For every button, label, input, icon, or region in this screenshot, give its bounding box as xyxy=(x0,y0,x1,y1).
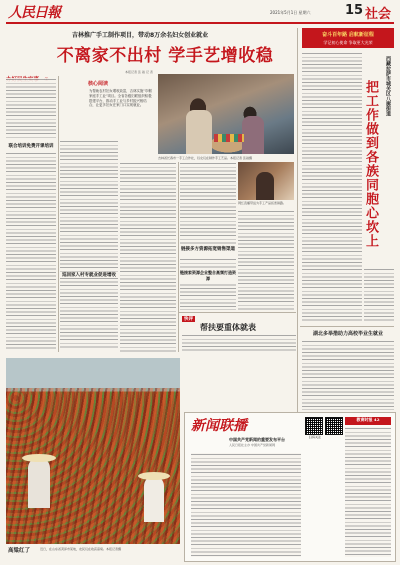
farmer-right-hat xyxy=(138,472,170,480)
farmer-left xyxy=(28,458,50,508)
ad-listing-left xyxy=(191,453,301,557)
page-number: 15 xyxy=(345,3,364,18)
ad-qr-code-1[interactable] xyxy=(305,417,323,435)
sorghum-caption-title: 高粱红了 xyxy=(8,548,31,554)
ad-slogan: 中国共产党新闻的重要发布平台 xyxy=(229,437,285,442)
main-story-headline: 不离家不出村 学手艺增收稳 xyxy=(56,46,274,66)
main-photo-caption: 吉林省长春市一手工合作社，妇女们在制作手工艺品。本报记者 张淑摄 xyxy=(158,156,252,160)
right-story-text xyxy=(302,52,362,322)
right-story-vertical-title: 把工作做到各族同胞心坎上 xyxy=(363,80,378,248)
ad-qr-code-2[interactable] xyxy=(325,417,343,435)
quick-comment-title: 帮扶要重体就表 xyxy=(200,323,256,332)
tiyu-header xyxy=(6,66,54,75)
core-reading-text: 为帮助农村妇女增收致富，吉林实施"巾帼家庭手工业"项目。全省各级妇联组织积极搭建平台，推动手工业与乡村振兴相结合，让更多妇女在家门口实现就业。 xyxy=(89,89,152,108)
column-rule xyxy=(178,162,179,352)
quick-comment-text xyxy=(182,334,296,352)
ad-right-header xyxy=(345,417,391,425)
fourth-column-text xyxy=(180,162,236,244)
core-reading-box xyxy=(86,80,156,140)
photo2-figure xyxy=(256,172,274,200)
column-rule xyxy=(58,76,59,352)
fifth-column-text xyxy=(238,210,294,310)
advertisement xyxy=(184,412,396,562)
fourth-column-text-2 xyxy=(180,258,236,310)
quote-title: 链接家资源企业整合高频打造资源 xyxy=(180,270,236,281)
campaign-banner xyxy=(302,28,394,48)
section-rule xyxy=(300,326,394,327)
campaign-banner-line2: 学记初心使命 争取更大光荣 xyxy=(323,40,373,45)
photo-craft-items xyxy=(214,134,244,142)
core-reading-title: 核心阅读 xyxy=(88,81,109,87)
ad-right-title: 教育时报 42 xyxy=(356,417,380,422)
issue-date: 2021年5月1日 星期六 xyxy=(270,10,311,15)
right-story-kicker: 西藏拉萨市城关区八廓街道 xyxy=(385,56,391,116)
ad-listing-right xyxy=(345,427,391,557)
sorghum-field-photo xyxy=(6,358,180,544)
masthead-rule xyxy=(6,22,394,24)
right-bottom-title: 湖北多举措助力高校毕业生就业 xyxy=(312,331,383,337)
third-column-text xyxy=(120,162,176,352)
subhead-2: 巡回家入村专就业促进增收 xyxy=(62,273,116,278)
photo-figure-right xyxy=(242,116,264,154)
ad-sub: 人民日报社主办 中国共产党新闻网 xyxy=(229,443,275,447)
section-rule xyxy=(178,312,296,313)
right-bottom-text xyxy=(302,340,394,410)
farmer-left-hat xyxy=(22,454,56,462)
secondary-photo xyxy=(238,162,294,200)
second-column-text xyxy=(60,140,118,350)
quick-comment-label: 快评 xyxy=(184,317,193,322)
main-story-byline: 本报记者 张 淑 记 者 xyxy=(125,70,153,74)
secondary-photo-caption: 网红直播带货为手工产品拓宽销路。 xyxy=(238,201,287,205)
sorghum-caption-text: 近日，在山东省菏泽市某地，农民们在收获高粱。本报记者摄 xyxy=(40,547,122,551)
ad-qr-label: 扫码关注 xyxy=(309,435,322,439)
right-column-rule xyxy=(297,28,298,412)
subhead-1: 联合培训免费开课培训 xyxy=(8,144,54,149)
campaign-banner-line1: 奋斗百年路 启航新征程 xyxy=(322,32,374,38)
right-story-text-2 xyxy=(364,268,394,322)
farmer-right xyxy=(144,476,164,522)
subhead-3: 链接多方资源拓宽销售渠道 xyxy=(181,247,235,252)
ad-brand: 新闻联播 xyxy=(191,418,247,434)
photo-figure-left xyxy=(186,110,212,154)
left-column-text-1 xyxy=(6,78,56,140)
main-story-photo xyxy=(158,74,294,154)
main-story-kicker: 吉林推广手工制作项目，带动8万余名妇女创业就业 xyxy=(72,32,209,39)
left-column-text-2 xyxy=(6,152,56,350)
section-name: 社会 xyxy=(365,7,392,22)
newspaper-logo: 人民日報 xyxy=(8,5,60,21)
quick-comment-badge xyxy=(182,316,195,322)
